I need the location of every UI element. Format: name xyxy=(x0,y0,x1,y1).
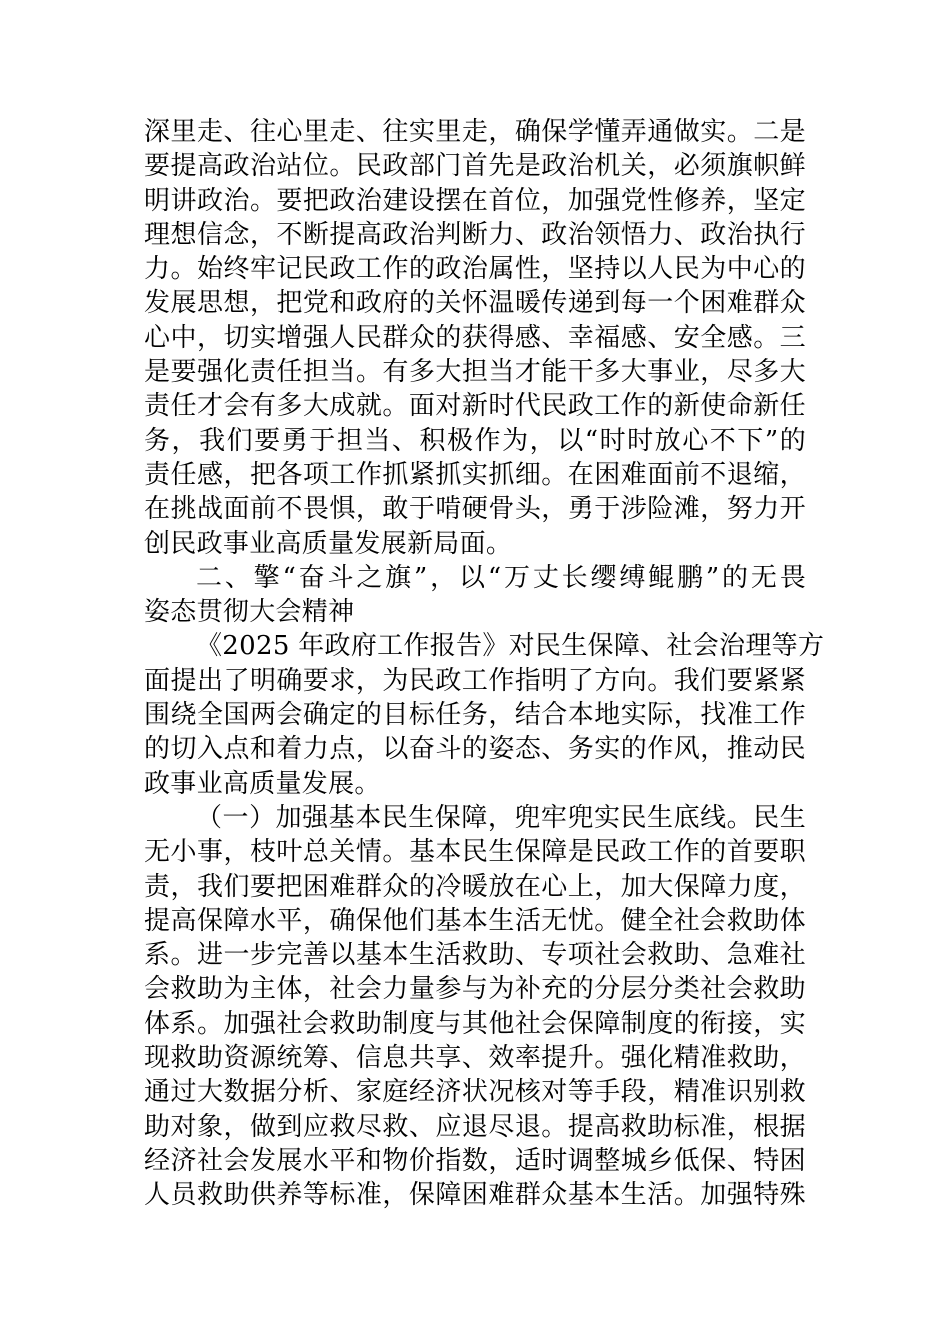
text-line: 体系。加强社会救助制度与其他社会保障制度的衔接，实 xyxy=(144,1008,806,1039)
text-line: 人员救助供养等标准，保障困难群众基本生活。加强特殊 xyxy=(144,1180,806,1211)
text-line: 会救助为主体，社会力量参与为补充的分层分类社会救助 xyxy=(144,974,806,1005)
text-line: 务，我们要勇于担当、积极作为，以“时时放心不下”的 xyxy=(144,425,806,456)
text-line: （一）加强基本民生保障，兜牢兜实民生底线。民生 xyxy=(196,802,806,833)
text-line: 系。进一步完善以基本生活救助、专项社会救助、急难社 xyxy=(144,940,806,971)
text-line: 围绕全国两会确定的目标任务，结合本地实际，找准工作 xyxy=(144,700,806,731)
text-line: 的切入点和着力点，以奋斗的姿态、务实的作风，推动民 xyxy=(144,734,806,765)
text-line: 责，我们要把困难群众的冷暖放在心上，加大保障力度， xyxy=(144,871,806,902)
text-line: 提高保障水平，确保他们基本生活无忧。健全社会救助体 xyxy=(144,905,806,936)
document-body xyxy=(144,115,825,1213)
text-line: 创民政事业高质量发展新局面。 xyxy=(144,528,513,559)
text-line: 是要强化责任担当。有多大担当才能干多大事业，尽多大 xyxy=(144,357,806,388)
text-line: 发展思想，把党和政府的关怀温暖传递到每一个困难群众 xyxy=(144,288,806,319)
text-line: 经济社会发展水平和物价指数，适时调整城乡低保、特困 xyxy=(144,1145,806,1176)
text-line: 现救助资源统筹、信息共享、效率提升。强化精准救助， xyxy=(144,1043,806,1074)
text-line: 要提高政治站位。民政部门首先是政治机关，必须旗帜鲜 xyxy=(144,151,806,182)
text-line: 面提出了明确要求，为民政工作指明了方向。我们要紧紧 xyxy=(144,665,806,696)
text-line: 在挑战面前不畏惧，敢于啃硬骨头，勇于涉险滩，努力开 xyxy=(144,494,806,525)
text-line: 力。始终牢记民政工作的政治属性，坚持以人民为中心的 xyxy=(144,254,806,285)
text-line: 《2025 年政府工作报告》对民生保障、社会治理等方 xyxy=(196,631,825,662)
text-line: 责任感，把各项工作抓紧抓实抓细。在困难面前不退缩， xyxy=(144,459,806,490)
text-line: 明讲政治。要把政治建设摆在首位，加强党性修养，坚定 xyxy=(144,185,806,216)
text-line: 无小事，枝叶总关情。基本民生保障是民政工作的首要职 xyxy=(144,837,806,868)
text-line: 通过大数据分析、家庭经济状况核对等手段，精准识别救 xyxy=(144,1077,806,1108)
text-line: 助对象，做到应救尽救、应退尽退。提高救助标准，根据 xyxy=(144,1111,806,1142)
text-line: 深里走、往心里走、往实里走，确保学懂弄通做实。二是 xyxy=(144,117,806,147)
text-line: 心中，切实增强人民群众的获得感、幸福感、安全感。三 xyxy=(144,322,806,353)
text-line: 政事业高质量发展。 xyxy=(144,768,381,799)
text-line: 姿态贯彻大会精神 xyxy=(144,597,355,628)
text-line: 责任才会有多大成就。面对新时代民政工作的新使命新任 xyxy=(144,391,806,422)
text-line: 二、擎“奋斗之旗”，以“万丈长缨缚鲲鹏”的无畏 xyxy=(196,562,806,593)
text-line: 理想信念，不断提高政治判断力、政治领悟力、政治执行 xyxy=(144,219,806,250)
